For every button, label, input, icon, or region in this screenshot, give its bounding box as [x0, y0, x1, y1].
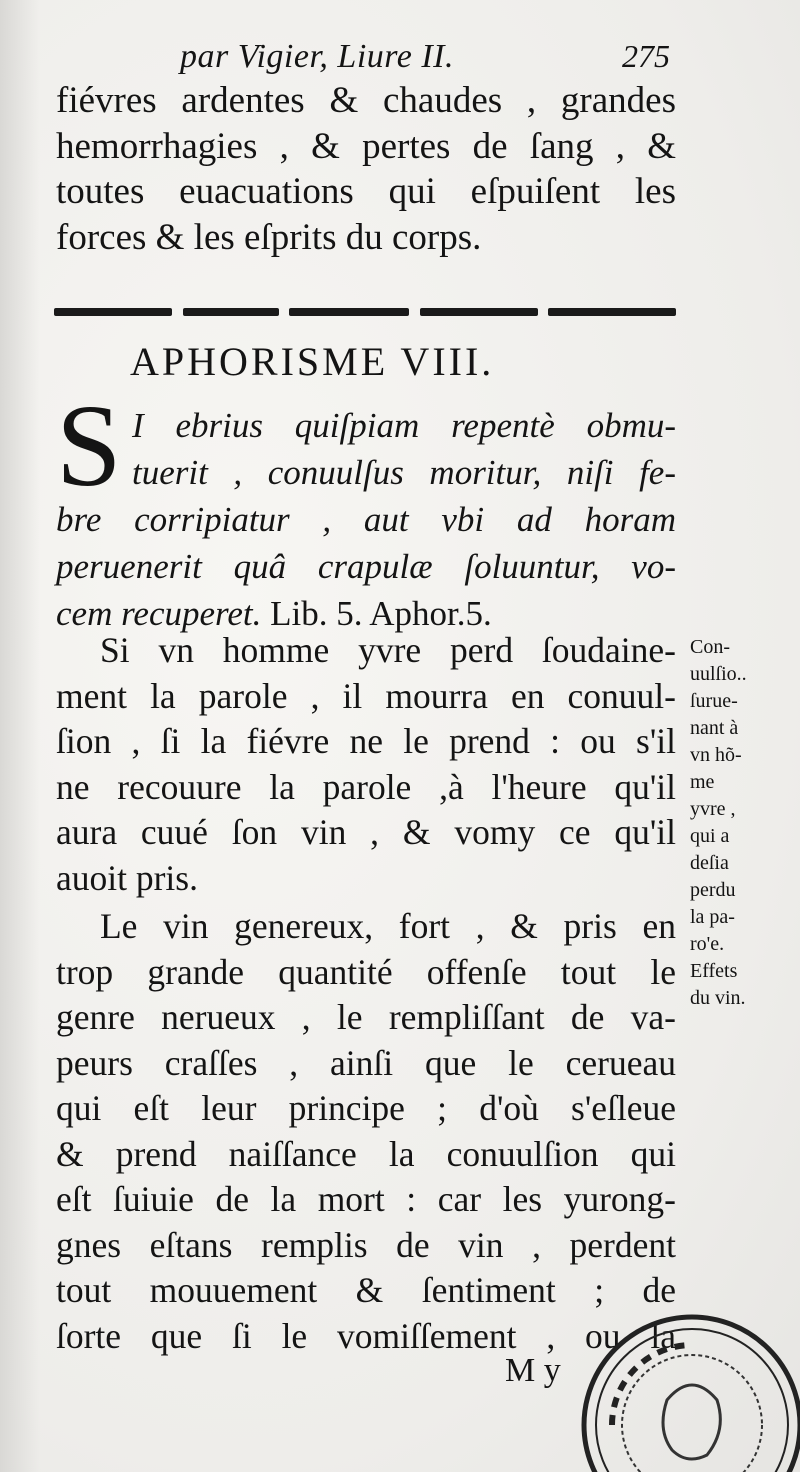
catchword: M y	[505, 1352, 561, 1389]
latin-aphorism	[56, 402, 676, 637]
latin-line: peruenerit quâ crapulæ ſoluuntur, vo-	[56, 547, 676, 586]
margin-note	[690, 634, 796, 1012]
text-line: Le vin genereux, fort , & pris en	[100, 906, 676, 946]
text-line: toutes euacuations qui eſpuiſent les	[56, 171, 676, 212]
latin-line: tuerit , conuulſus moritur, niſi fe-	[132, 453, 676, 492]
divider-segment	[54, 308, 172, 316]
margin-note-line: vn hõ-	[690, 744, 742, 766]
margin-note-line: deſia	[690, 852, 729, 874]
margin-note-line: ſurue-	[690, 690, 738, 712]
text-line: forces & les eſprits du corps.	[56, 216, 482, 258]
text-line: eſt ſuiuie de la mort : car les yurong-	[56, 1179, 676, 1219]
aphorism-citation: Lib. 5. Aphor.5.	[261, 594, 492, 633]
text-line: ſion , ſi la fiévre ne le prend : ou s'il	[56, 721, 676, 761]
text-line: ſorte que ſi le vomiſſement , ou la	[56, 1315, 676, 1356]
text-line: auoit pris.	[56, 857, 198, 898]
text-line: ment la parole , il mourra en conuul-	[56, 675, 676, 716]
drop-cap: S	[56, 380, 122, 511]
divider-segment	[289, 308, 409, 316]
intro-text	[56, 78, 676, 260]
text-line: & prend naiſſance la conuulſion qui	[56, 1133, 676, 1174]
text-line: genre nerueux , le rempliſſant de va-	[56, 997, 676, 1037]
text-line: peurs craſſes , ainſi que le cerueau	[56, 1042, 676, 1083]
text-line: trop grande quantité offenſe tout le	[56, 951, 676, 992]
library-stamp-icon	[572, 1305, 800, 1472]
commentary-paragraph	[56, 904, 676, 1359]
aphorism-title: APHORISME VIII.	[130, 339, 495, 384]
latin-line: I ebrius quiſpiam repentè obmu-	[132, 406, 676, 445]
latin-line-italic: cem recuperet.	[56, 594, 262, 633]
text-line: qui eſt leur principe ; d'où s'eſleue	[56, 1088, 676, 1128]
page-number: 275	[622, 38, 670, 74]
text-line: fiévres ardentes & chaudes , grandes	[56, 80, 676, 121]
margin-note-line: qui a	[690, 825, 730, 847]
text-line: tout mouuement & ſentiment ; de	[56, 1270, 676, 1310]
margin-note-line: perdu	[690, 879, 736, 901]
translation-paragraph	[56, 628, 676, 901]
latin-line: bre corripiatur , aut vbi ad horam	[56, 500, 676, 539]
text-line: gnes eſtans remplis de vin , perdent	[56, 1224, 676, 1265]
margin-note-line: yvre ,	[690, 798, 736, 820]
divider-segment	[548, 308, 676, 316]
margin-note-line: la pa-	[690, 906, 735, 928]
text-line: Si vn homme yvre perd ſoudaine-	[100, 630, 676, 670]
margin-note-line: du vin.	[690, 987, 746, 1009]
margin-note-line: me	[690, 771, 715, 793]
margin-note-line: Effets	[690, 960, 738, 982]
text-line: aura cuué ſon vin , & vomy ce qu'il	[56, 812, 676, 852]
divider-segment	[183, 308, 279, 316]
gutter-shadow	[0, 0, 40, 1472]
margin-note-line: uulſio..	[690, 663, 747, 685]
text-line: ne recouure la parole ,à l'heure qu'il	[56, 766, 676, 807]
section-divider	[54, 308, 676, 322]
divider-segment	[420, 308, 538, 316]
margin-note-line: Con-	[690, 636, 730, 658]
margin-note-line: ro'e.	[690, 933, 725, 955]
running-head: par Vigier, Liure II.	[180, 38, 454, 75]
text-line: hemorrhagies , & pertes de ſang , &	[56, 125, 676, 167]
margin-note-line: nant à	[690, 717, 739, 739]
